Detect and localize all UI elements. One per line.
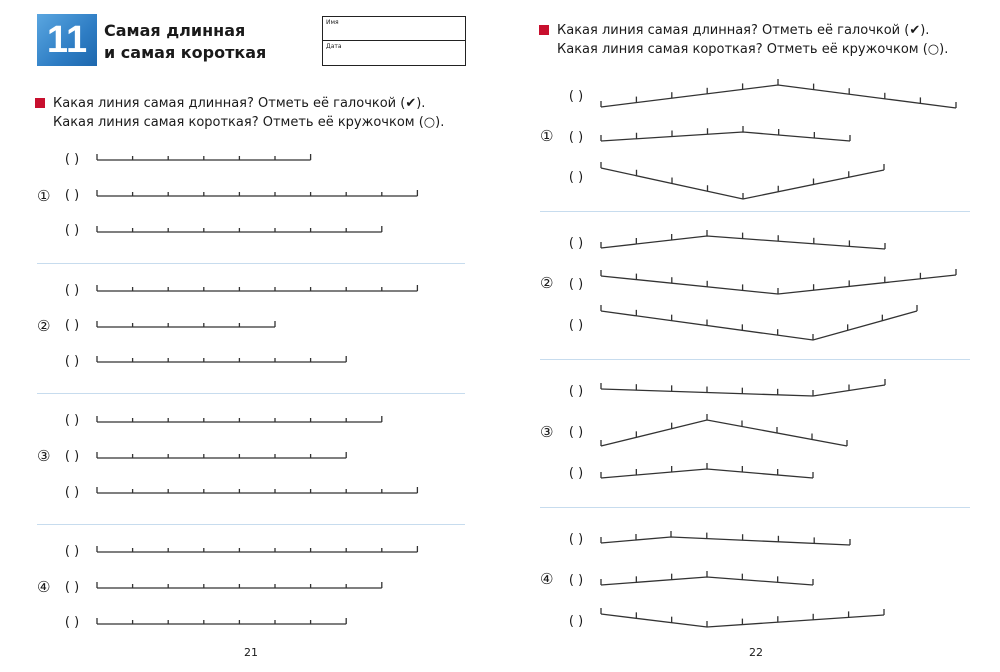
- broken-line: [601, 311, 917, 340]
- broken-line: [601, 537, 850, 545]
- lesson-number-badge: 11: [37, 14, 97, 66]
- answer-slot[interactable]: ( ): [568, 425, 584, 440]
- date-field[interactable]: Дата: [326, 43, 342, 50]
- broken-line: [601, 385, 885, 396]
- answer-slot[interactable]: ( ): [568, 236, 584, 251]
- answer-slot[interactable]: ( ): [568, 318, 584, 333]
- name-field[interactable]: Имя: [323, 17, 465, 41]
- answer-slot[interactable]: ( ): [64, 580, 80, 595]
- answer-slot[interactable]: ( ): [64, 283, 80, 298]
- answer-slot[interactable]: ( ): [568, 573, 584, 588]
- answer-slot[interactable]: ( ): [64, 188, 80, 203]
- right-page: [500, 0, 1000, 672]
- answer-slot[interactable]: ( ): [568, 89, 584, 104]
- answer-slot[interactable]: ( ): [568, 384, 584, 399]
- answer-slot[interactable]: ( ): [64, 544, 80, 559]
- answer-slot[interactable]: ( ): [568, 170, 584, 185]
- answer-slot[interactable]: ( ): [568, 532, 584, 547]
- group-number-1: ①: [540, 127, 554, 145]
- answer-slot[interactable]: ( ): [568, 466, 584, 481]
- answer-slot[interactable]: ( ): [64, 223, 80, 238]
- answer-slot[interactable]: ( ): [568, 130, 584, 145]
- group-number-2: ②: [540, 274, 554, 292]
- instruction-line-2: Какая линия самая короткая? Отметь её кружочком (○).: [53, 115, 445, 130]
- answer-slot[interactable]: ( ): [64, 485, 80, 500]
- answer-slot[interactable]: ( ): [64, 152, 80, 167]
- instruction-line-2: Какая линия самая короткая? Отметь её кружочком (○).: [557, 42, 949, 57]
- broken-line: [601, 85, 956, 108]
- group-number-1: ①: [37, 187, 51, 205]
- answer-slot[interactable]: ( ): [64, 354, 80, 369]
- page-number: 21: [244, 646, 258, 659]
- instruction-line-1: Какая линия самая длинная? Отметь её галочкой (✔).: [557, 23, 930, 38]
- answer-slot[interactable]: ( ): [568, 277, 584, 292]
- answer-slot[interactable]: ( ): [64, 449, 80, 464]
- answer-slot[interactable]: ( ): [64, 318, 80, 333]
- answer-slot[interactable]: ( ): [568, 614, 584, 629]
- title-line-1: Самая длинная: [104, 21, 246, 40]
- right-lines: [500, 0, 1000, 672]
- page-number: 22: [749, 646, 763, 659]
- broken-line: [601, 577, 813, 585]
- instruction-line-1: Какая линия самая длинная? Отметь её галочкой (✔).: [53, 96, 426, 111]
- answer-slot[interactable]: ( ): [64, 615, 80, 630]
- group-number-2: ②: [37, 317, 51, 335]
- broken-line: [601, 132, 850, 141]
- group-number-4: ④: [37, 578, 51, 596]
- group-number-4: ④: [540, 570, 554, 588]
- title-line-2: и самая короткая: [104, 43, 267, 62]
- group-number-3: ③: [37, 447, 51, 465]
- answer-slot[interactable]: ( ): [64, 413, 80, 428]
- broken-line: [601, 469, 813, 478]
- broken-line: [601, 420, 847, 446]
- group-number-3: ③: [540, 423, 554, 441]
